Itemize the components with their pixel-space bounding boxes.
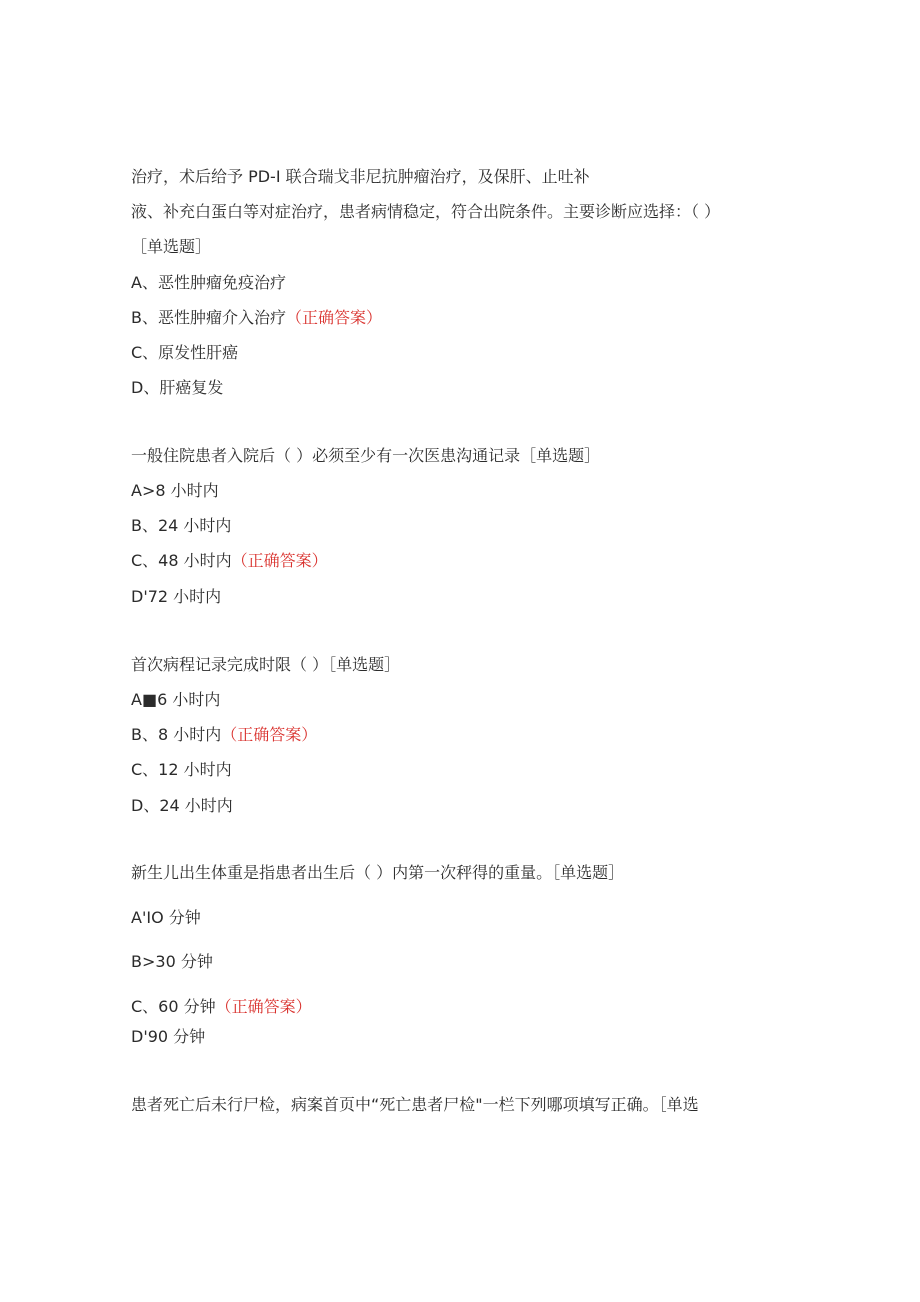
question-4-stem: 新生儿出生体重是指患者出生后（ ）内第一次秤得的重量。［单选题］ (131, 863, 625, 882)
option-text: A■6 小时内 (131, 690, 221, 709)
option-text: A'IO 分钟 (131, 908, 201, 927)
question-3-option-d[interactable] (131, 796, 233, 816)
correct-answer-mark: （正确答案） (221, 725, 318, 744)
question-4-option-a[interactable] (131, 908, 201, 928)
question-1-stem-line-1: 治疗，术后给予 PD-I 联合瑞戈非尼抗肿瘤治疗，及保肝、止吐补 (131, 167, 590, 186)
option-text: C、60 分钟 (131, 997, 216, 1016)
question-1-option-d[interactable] (131, 378, 223, 398)
question-2-stem: 一般住院患者入院后（ ）必须至少有一次医患沟通记录［单选题］ (131, 446, 601, 465)
option-text: D'72 小时内 (131, 587, 222, 606)
question-1-option-b[interactable] (131, 308, 382, 328)
option-text: D、24 小时内 (131, 796, 233, 815)
correct-answer-mark: （正确答案） (231, 551, 328, 570)
correct-answer-mark: （正确答案） (215, 997, 312, 1016)
question-2-option-a[interactable] (131, 481, 219, 501)
option-text: C、原发性肝癌 (131, 343, 239, 362)
question-2-option-d[interactable] (131, 587, 221, 607)
option-text: B、恶性肿瘤介入治疗 (131, 308, 286, 327)
option-text: A、恶性肿瘤免疫治疗 (131, 273, 286, 292)
question-4-option-d[interactable] (131, 1027, 205, 1047)
option-text: B、8 小时内 (131, 725, 222, 744)
option-text: C、48 小时内 (131, 551, 232, 570)
option-text: D、肝癌复发 (131, 378, 224, 397)
question-2-option-b[interactable] (131, 516, 231, 536)
question-5-stem: 患者死亡后未行尸检，病案首页中“死亡患者尸检"一栏下列哪项填写正确。［单选 (131, 1095, 699, 1114)
question-1-option-c[interactable] (131, 343, 238, 363)
question-3-stem: 首次病程记录完成时限（ ）［单选题］ (131, 655, 401, 674)
option-text: C、12 小时内 (131, 760, 232, 779)
question-1-option-a[interactable] (131, 273, 286, 293)
question-3-option-a[interactable] (131, 690, 220, 710)
question-3-option-b[interactable] (131, 725, 317, 745)
question-4-option-c[interactable] (131, 997, 312, 1017)
option-text: B>30 分钟 (131, 952, 213, 971)
question-1-stem-line-2: 液、补充白蛋白等对症治疗，患者病情稳定，符合出院条件。主要诊断应选择：（ ） (131, 202, 721, 221)
option-text: B、24 小时内 (131, 516, 232, 535)
option-text: D'90 分钟 (131, 1027, 206, 1046)
option-text: A>8 小时内 (131, 481, 219, 500)
question-3-option-c[interactable] (131, 760, 232, 780)
question-1-type-tag: ［单选题］ (131, 237, 212, 256)
question-2-option-c[interactable] (131, 551, 328, 571)
correct-answer-mark: （正确答案） (285, 308, 382, 327)
question-4-option-b[interactable] (131, 952, 213, 972)
